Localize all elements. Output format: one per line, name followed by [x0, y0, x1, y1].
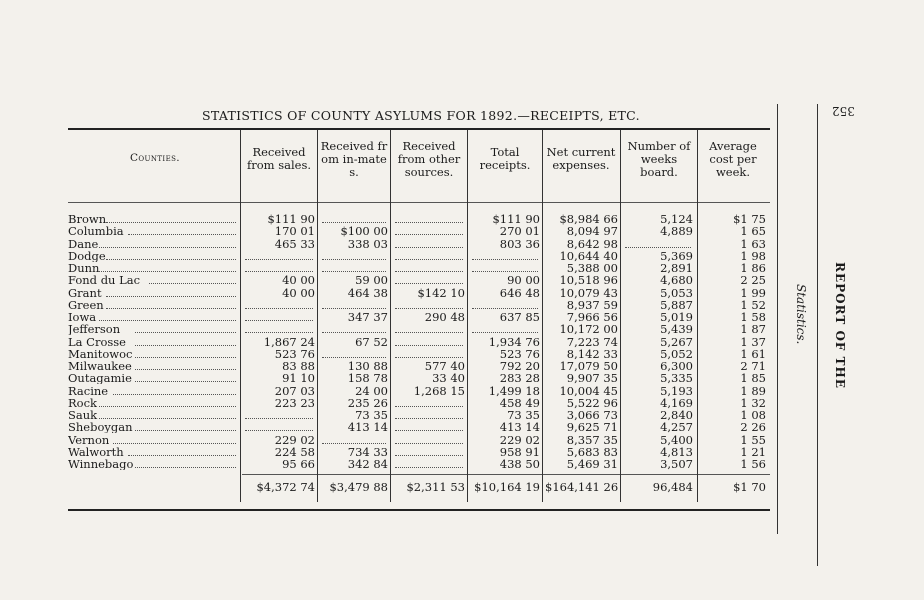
empty-cell-dots [245, 430, 313, 431]
cell-expenses: 8,357 35 [566, 432, 618, 447]
col-sep [542, 130, 543, 502]
county-name: Dodge [68, 250, 106, 262]
leader-dots [135, 357, 236, 358]
county-name: Manitowoc [68, 348, 133, 360]
cell-avg: 1 85 [740, 371, 766, 386]
cell-weeks: 5,053 [660, 285, 693, 300]
cell-avg: 1 86 [740, 261, 766, 275]
cell-avg: $1 75 [733, 212, 766, 226]
table-top-rule [68, 128, 770, 130]
leader-dots [99, 418, 236, 419]
empty-cell-dots [395, 455, 463, 456]
empty-cell-dots [245, 271, 313, 272]
cell-expenses: 7,223 74 [566, 334, 618, 349]
page-number: 352 [832, 104, 855, 118]
cell-sales: 229 02 [274, 432, 315, 447]
cell-weeks: 4,889 [660, 224, 693, 239]
cell-total: 270 01 [499, 224, 540, 239]
cell-expenses: 9,625 71 [566, 420, 618, 435]
cell-weeks: 5,124 [660, 212, 693, 226]
cell-avg: 1 56 [740, 457, 766, 471]
cell-avg: 1 98 [740, 248, 766, 263]
total-expenses: $164,141 26 [545, 480, 619, 494]
cell-sales: 1,867 24 [263, 334, 315, 349]
empty-cell-dots [395, 430, 463, 431]
cell-avg: 1 37 [740, 334, 766, 349]
empty-cell-dots [395, 234, 463, 235]
county-name: Winnebago [68, 459, 134, 470]
county-name: La Crosse [68, 336, 126, 348]
cell-inmates: 235 26 [347, 395, 388, 410]
empty-cell-dots [322, 332, 386, 333]
empty-cell-dots [245, 332, 313, 333]
cell-sales: 91 10 [282, 371, 315, 386]
empty-cell-dots [322, 222, 386, 223]
leader-dots [149, 283, 236, 284]
cell-avg: 1 99 [740, 285, 766, 300]
total-weeks: 96,484 [652, 480, 693, 494]
cell-sales: 40 00 [282, 285, 315, 300]
col-sep [390, 130, 391, 502]
leader-dots [135, 381, 236, 382]
empty-cell-dots [245, 320, 313, 321]
section-label: Statistics. [794, 284, 808, 345]
cell-total: 637 85 [499, 310, 540, 324]
cell-expenses: 3,066 73 [566, 408, 618, 422]
header-counties: Counties. [129, 152, 181, 164]
cell-inmates: 347 37 [347, 310, 388, 324]
cell-avg: 1 63 [740, 236, 766, 251]
cell-inmates: 338 03 [347, 236, 388, 251]
county-name: Milwaukee [68, 361, 132, 372]
cell-sales: 83 88 [282, 359, 315, 373]
cell-inmates: 67 52 [355, 334, 388, 349]
leader-dots [128, 455, 236, 456]
cell-weeks: 5,400 [660, 432, 693, 447]
cell-avg: 1 65 [740, 224, 766, 239]
cell-total: 958 91 [499, 444, 540, 459]
cell-inmates: 734 33 [347, 444, 388, 459]
leader-dots [99, 406, 236, 407]
cell-weeks: 3,507 [660, 457, 693, 471]
total-sales: $4,372 74 [256, 480, 315, 494]
total-avg: $1 70 [733, 480, 766, 494]
col-sep [620, 130, 621, 502]
cell-total: 229 02 [499, 432, 540, 447]
cell-weeks: 4,813 [660, 444, 693, 459]
county-name: Brown [68, 214, 107, 225]
county-name: Columbia [68, 226, 124, 238]
empty-cell-dots [395, 443, 463, 444]
empty-cell-dots [395, 259, 463, 260]
empty-cell-dots [322, 443, 386, 444]
empty-cell-dots [395, 418, 463, 419]
county-name: Iowa [68, 312, 97, 323]
cell-inmates: 342 84 [347, 457, 388, 471]
cell-other: 33 40 [432, 371, 465, 386]
total-receipts: $10,164 19 [474, 480, 540, 494]
right-margin-rule [777, 104, 778, 534]
cell-expenses: 10,172 00 [559, 322, 618, 337]
cell-avg: 1 61 [740, 346, 766, 361]
table-bottom-rule [68, 509, 770, 511]
leader-dots [99, 247, 236, 248]
cell-other: $142 10 [417, 285, 465, 300]
cell-weeks: 4,680 [660, 273, 693, 288]
cell-total: $111 90 [492, 212, 540, 226]
col-sep [467, 130, 468, 502]
county-name: Sauk [68, 410, 98, 421]
cell-sales: 223 23 [274, 395, 315, 410]
empty-cell-dots [472, 271, 538, 272]
empty-cell-dots [472, 259, 538, 260]
cell-total: 90 00 [507, 273, 540, 288]
county-name: Outagamie [68, 373, 132, 385]
cell-weeks: 5,052 [660, 346, 693, 361]
leader-dots [106, 296, 236, 297]
cell-weeks: 5,369 [660, 248, 693, 263]
leader-dots [135, 467, 236, 468]
cell-total: 1,499 18 [488, 383, 540, 398]
cell-avg: 1 55 [740, 432, 766, 447]
empty-cell-dots [395, 332, 463, 333]
cell-weeks: 4,257 [660, 420, 693, 435]
col-sep [240, 130, 241, 502]
empty-cell-dots [472, 308, 538, 309]
header-bottom-rule [68, 202, 770, 203]
cell-expenses: 8,094 97 [566, 224, 618, 239]
cell-expenses: 5,388 00 [566, 261, 618, 275]
empty-cell-dots [625, 247, 691, 248]
empty-cell-dots [395, 357, 463, 358]
cell-weeks: 2,840 [660, 408, 693, 422]
cell-weeks: 5,887 [660, 297, 693, 312]
leader-dots [99, 271, 236, 272]
cell-inmates: 158 78 [347, 371, 388, 386]
cell-expenses: 5,469 31 [566, 457, 618, 471]
cell-expenses: 10,079 43 [559, 285, 618, 300]
empty-cell-dots [322, 308, 386, 309]
cell-total: 413 14 [499, 420, 540, 435]
leader-dots [135, 345, 236, 346]
cell-avg: 1 52 [740, 297, 766, 312]
empty-cell-dots [245, 308, 313, 309]
empty-cell-dots [245, 259, 313, 260]
cell-weeks: 5,439 [660, 322, 693, 337]
totals-top-rule [242, 474, 770, 475]
header-weeks-board: Number of weeks board. [627, 139, 691, 179]
far-right-rule [817, 104, 818, 566]
cell-expenses: 5,683 83 [566, 444, 618, 459]
leader-dots [99, 320, 236, 321]
cell-sales: 224 58 [274, 444, 315, 459]
cell-expenses: $8,984 66 [559, 212, 618, 226]
leader-dots [113, 443, 236, 444]
header-net-expenses: Net current expenses. [546, 145, 616, 172]
empty-cell-dots [395, 467, 463, 468]
cell-total: 438 50 [499, 457, 540, 471]
cell-expenses: 17,079 50 [559, 359, 618, 373]
cell-avg: 2 25 [740, 273, 766, 288]
header-total-receipts: Total receipts. [479, 145, 531, 172]
cell-total: 458 49 [499, 395, 540, 410]
empty-cell-dots [395, 406, 463, 407]
cell-expenses: 8,642 98 [566, 236, 618, 251]
cell-avg: 1 87 [740, 322, 766, 337]
cell-sales: $111 90 [267, 212, 315, 226]
empty-cell-dots [472, 332, 538, 333]
cell-weeks: 5,019 [660, 310, 693, 324]
cell-avg: 1 08 [740, 408, 766, 422]
cell-avg: 1 89 [740, 383, 766, 398]
empty-cell-dots [395, 222, 463, 223]
cell-expenses: 10,004 45 [559, 383, 618, 398]
cell-weeks: 5,193 [660, 383, 693, 398]
cell-avg: 1 32 [740, 395, 766, 410]
leader-dots [106, 259, 236, 260]
empty-cell-dots [322, 271, 386, 272]
cell-total: 792 20 [499, 359, 540, 373]
cell-inmates: 464 38 [347, 285, 388, 300]
cell-expenses: 5,522 96 [566, 395, 618, 410]
county-name: Vernon [68, 434, 110, 446]
empty-cell-dots [395, 247, 463, 248]
cell-total: 646 48 [499, 285, 540, 300]
cell-weeks: 5,335 [660, 371, 693, 386]
county-name: Dunn [68, 263, 100, 274]
empty-cell-dots [322, 357, 386, 358]
leader-dots [135, 430, 236, 431]
empty-cell-dots [395, 345, 463, 346]
total-other: $2,311 53 [406, 480, 465, 494]
county-name: Grant [68, 287, 102, 299]
county-name: Sheboygan [68, 422, 133, 434]
county-name: Green [68, 299, 104, 311]
cell-weeks: 2,891 [660, 261, 693, 275]
header-received-other: Received from other sources. [397, 139, 461, 179]
cell-sales: 207 03 [274, 383, 315, 398]
cell-other: 290 48 [424, 310, 465, 324]
cell-avg: 2 71 [740, 359, 766, 373]
empty-cell-dots [245, 418, 313, 419]
cell-total: 1,934 76 [488, 334, 540, 349]
cell-avg: 1 58 [740, 310, 766, 324]
cell-expenses: 8,142 33 [566, 346, 618, 361]
leader-dots [113, 394, 236, 395]
cell-inmates: $100 00 [340, 224, 388, 239]
col-sep [317, 130, 318, 502]
cell-sales: 465 33 [274, 236, 315, 251]
cell-other: 1,268 15 [413, 383, 465, 398]
cell-expenses: 7,966 56 [566, 310, 618, 324]
cell-weeks: 4,169 [660, 395, 693, 410]
empty-cell-dots [395, 308, 463, 309]
cell-total: 73 35 [507, 408, 540, 422]
header-received-inmates: Received from in-mates. [320, 139, 388, 179]
cell-avg: 1 21 [740, 444, 766, 459]
cell-inmates: 24 00 [355, 383, 388, 398]
running-head: REPORT OF THE [833, 262, 847, 390]
cell-inmates: 73 35 [355, 408, 388, 422]
header-avg-cost: Average cost per week. [709, 139, 757, 179]
col-sep [697, 130, 698, 502]
cell-expenses: 10,518 96 [559, 273, 618, 288]
cell-expenses: 9,907 35 [566, 371, 618, 386]
cell-avg: 2 26 [740, 420, 766, 435]
county-name: Racine [68, 385, 109, 397]
county-name: Rock [68, 397, 97, 409]
cell-sales: 523 76 [274, 346, 315, 361]
county-name: Walworth [68, 446, 124, 458]
leader-dots [135, 332, 236, 333]
leader-dots [106, 222, 236, 223]
county-name: Fond du Lac [68, 275, 141, 287]
table-title: STATISTICS OF COUNTY ASYLUMS FOR 1892.—RECEIPTS, ETC. [202, 108, 640, 123]
cell-sales: 170 01 [274, 224, 315, 239]
empty-cell-dots [395, 271, 463, 272]
leader-dots [128, 234, 236, 235]
cell-expenses: 8,937 59 [566, 297, 618, 312]
cell-inmates: 130 88 [347, 359, 388, 373]
cell-total: 523 76 [499, 346, 540, 361]
county-name: Dane [68, 238, 99, 250]
cell-sales: 95 66 [282, 457, 315, 471]
cell-inmates: 413 14 [347, 420, 388, 435]
empty-cell-dots [322, 259, 386, 260]
cell-sales: 40 00 [282, 273, 315, 288]
total-inmates: $3,479 88 [329, 480, 388, 494]
cell-other: 577 40 [424, 359, 465, 373]
cell-inmates: 59 00 [355, 273, 388, 288]
header-received-sales: Received from sales. [246, 145, 312, 172]
cell-expenses: 10,644 40 [559, 248, 618, 263]
empty-cell-dots [395, 283, 463, 284]
cell-total: 803 36 [499, 236, 540, 251]
county-name: Jefferson [68, 324, 121, 336]
cell-weeks: 6,300 [660, 359, 693, 373]
leader-dots [135, 369, 236, 370]
cell-total: 283 28 [499, 371, 540, 386]
leader-dots [106, 308, 236, 309]
cell-weeks: 5,267 [660, 334, 693, 349]
